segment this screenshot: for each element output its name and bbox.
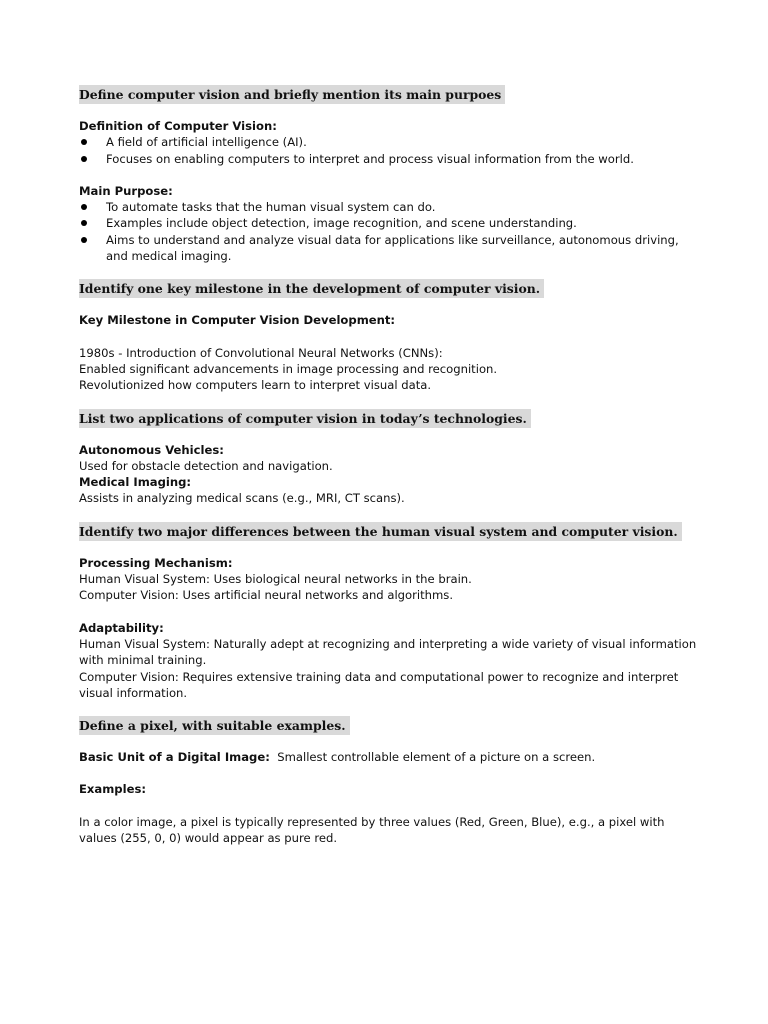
difference-label-adaptability: Adaptability: bbox=[79, 620, 164, 635]
difference-human-text: Human Visual System: Naturally adept at recognizing and interpreting a wide variety of visual information with minimal training. bbox=[79, 636, 697, 668]
milestone-line: Enabled significant advancements in image processing and recognition. bbox=[79, 361, 498, 376]
examples-label: Examples: bbox=[79, 782, 146, 797]
difference-computer-text: Computer Vision: Requires extensive training data and computational power to recognize and interpret visual information. bbox=[79, 669, 679, 700]
question-heading-computer-vision: Define computer vision and briefly mention its main purpoes bbox=[79, 86, 699, 104]
question-heading-pixel: Define a pixel, with suitable examples. bbox=[79, 717, 699, 735]
pixel-definition bbox=[79, 749, 699, 765]
basic-unit-label: Basic Unit of a Digital Image: bbox=[79, 750, 270, 765]
application-text: Assists in analyzing medical scans (e.g., MRI, CT scans). bbox=[79, 491, 405, 506]
milestone-line: 1980s - Introduction of Convolutional Neural Networks (CNNs): bbox=[79, 345, 443, 360]
key-milestone-label: Key Milestone in Computer Vision Development: bbox=[79, 313, 396, 328]
list-item: Aims to understand and analyze visual data for applications like surveillance, autonomous driving, and medical imaging. bbox=[79, 232, 699, 265]
question-heading-differences: Identify two major differences between the human visual system and computer vision. bbox=[79, 523, 699, 541]
application-label-medical-imaging: Medical Imaging: bbox=[79, 475, 192, 490]
basic-unit-text: Smallest controllable element of a picture on a screen. bbox=[277, 750, 596, 765]
question-heading-milestone: Identify one key milestone in the development of computer vision. bbox=[79, 280, 699, 298]
difference-human-text: Human Visual System: Uses biological neural networks in the brain. bbox=[79, 572, 472, 587]
difference-label-processing: Processing Mechanism: bbox=[79, 555, 233, 570]
question-heading-applications: List two applications of computer vision in today’s technologies. bbox=[79, 410, 699, 428]
application-text: Used for obstacle detection and navigation. bbox=[79, 458, 333, 473]
list-item: Examples include object detection, image recognition, and scene understanding. bbox=[79, 215, 699, 231]
document-page bbox=[79, 86, 699, 846]
definition-list bbox=[79, 134, 699, 167]
application-label-autonomous-vehicles: Autonomous Vehicles: bbox=[79, 442, 224, 457]
list-item: Focuses on enabling computers to interpret and process visual information from the world. bbox=[79, 151, 699, 167]
purpose-list bbox=[79, 199, 699, 264]
list-item: A field of artificial intelligence (AI). bbox=[79, 134, 699, 150]
definition-label: Definition of Computer Vision: bbox=[79, 119, 277, 133]
pixel-example-text: In a color image, a pixel is typically represented by three values (Red, Green, Blue), e.g., a pixel with values (255, 0, 0) would appear as pure red. bbox=[79, 814, 665, 846]
milestone-line: Revolutionized how computers learn to interpret visual data. bbox=[79, 378, 432, 393]
list-item: To automate tasks that the human visual system can do. bbox=[79, 199, 699, 215]
difference-computer-text: Computer Vision: Uses artificial neural networks and algorithms. bbox=[79, 588, 454, 603]
main-purpose-label: Main Purpose: bbox=[79, 183, 173, 198]
